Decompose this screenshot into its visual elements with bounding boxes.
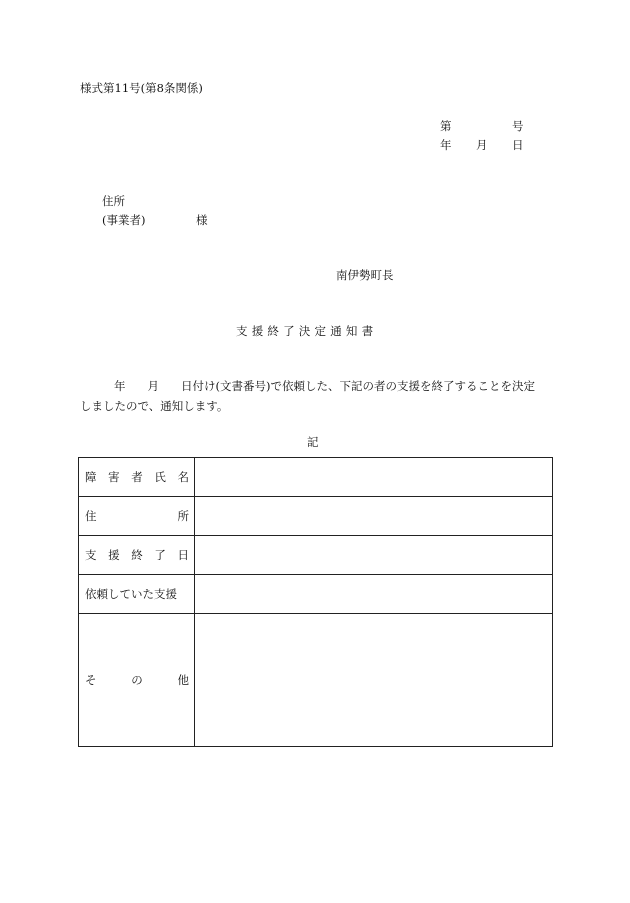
record-table bbox=[78, 457, 553, 747]
value-address[interactable] bbox=[195, 497, 553, 536]
ki-heading: 記 bbox=[307, 435, 319, 449]
value-requested-support[interactable] bbox=[195, 575, 553, 614]
date-day-label: 日 bbox=[512, 138, 524, 152]
addressee-honorific: 様 bbox=[196, 213, 208, 227]
label-address: 住 所 bbox=[79, 497, 195, 536]
body-text-rest: 日付け(文書番号)で依頼した、下記の者の支援を終了することを決定 bbox=[181, 379, 535, 393]
document-title: 支援終了決定通知書 bbox=[236, 324, 378, 338]
value-applicant-name[interactable] bbox=[195, 458, 553, 497]
document-number-label: 第 bbox=[440, 119, 452, 133]
body-month-label: 月 bbox=[147, 379, 159, 393]
addressee-address-label: 住所 bbox=[102, 194, 125, 208]
document-number-suffix: 号 bbox=[512, 119, 524, 133]
sender-title: 南伊勢町長 bbox=[336, 268, 394, 282]
table-row-applicant-name bbox=[79, 458, 553, 497]
label-support-end-date: 支 援 終 了 日 bbox=[79, 536, 195, 575]
body-year-label: 年 bbox=[114, 379, 126, 393]
body-text-line-1 bbox=[80, 378, 535, 394]
table-row-support-end-date bbox=[79, 536, 553, 575]
table-row-address bbox=[79, 497, 553, 536]
addressee-business-label: (事業者) bbox=[102, 213, 146, 227]
date-year-label: 年 bbox=[440, 138, 452, 152]
date-month-label: 月 bbox=[476, 138, 488, 152]
label-other: そ の 他 bbox=[79, 614, 195, 747]
value-other[interactable] bbox=[195, 614, 553, 747]
form-number: 様式第11号(第8条関係) bbox=[80, 81, 203, 95]
label-requested-support: 依頼していた支援 bbox=[79, 575, 195, 614]
value-support-end-date[interactable] bbox=[195, 536, 553, 575]
body-text-line-2: しましたので、通知します。 bbox=[80, 399, 229, 413]
table-row-requested-support bbox=[79, 575, 553, 614]
label-applicant-name: 障 害 者 氏 名 bbox=[79, 458, 195, 497]
table-row-other bbox=[79, 614, 553, 747]
